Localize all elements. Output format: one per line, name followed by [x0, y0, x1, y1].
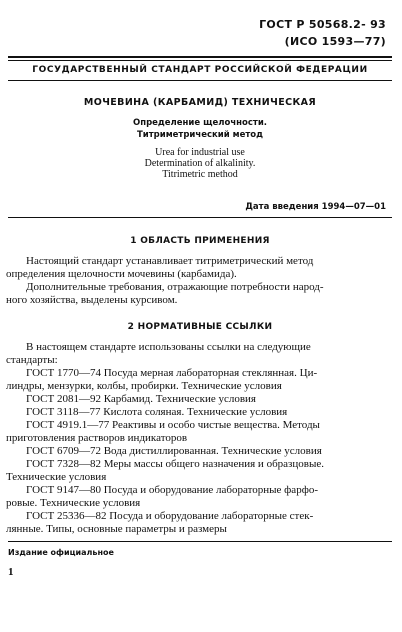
- section-2-line: линдры, мензурки, колбы, пробирки. Технические условия: [6, 380, 282, 392]
- section-1-line: Дополнительные требования, отражающие потребности народ-: [26, 281, 324, 293]
- section-2-line: ГОСТ 9147—80 Посуда и оборудование лабораторные фарфо-: [26, 484, 318, 496]
- section-2-line: ГОСТ 3118—77 Кислота соляная. Технические условия: [26, 406, 288, 418]
- section-2-line: ГОСТ 4919.1—77 Реактивы и особо чистые вещества. Методы: [26, 419, 320, 431]
- page-number: 1: [8, 566, 14, 578]
- top-rule: [8, 56, 392, 58]
- section-2-line: лянные. Типы, основные параметры и размеры: [6, 523, 227, 535]
- section-2-line: ГОСТ 6709—72 Вода дистиллированная. Технические условия: [26, 445, 322, 457]
- gost-code: ГОСТ Р 50568.2- 93: [259, 18, 386, 31]
- section-1-line: ного хозяйства, выделены курсивом.: [6, 294, 178, 306]
- org-title-rule: [8, 80, 392, 81]
- org-title: ГОСУДАРСТВЕННЫЙ СТАНДАРТ РОССИЙСКОЙ ФЕДЕРАЦИИ: [32, 65, 368, 75]
- subtitle-en-1: Urea for industrial use: [155, 147, 245, 158]
- footer-rule: [8, 541, 392, 542]
- official-edition-label: Издание официальное: [8, 548, 114, 557]
- section-2-line: Технические условия: [6, 471, 107, 483]
- section-1-line: Настоящий стандарт устанавливает титриметрический метод: [26, 255, 314, 267]
- top-rule-thin: [8, 60, 392, 61]
- section-2-line: В настоящем стандарте использованы ссылки на следующие: [26, 341, 311, 353]
- section-2-line: приготовления растворов индикаторов: [6, 432, 188, 444]
- effective-date-rule: [8, 217, 392, 218]
- section-1-line: определения щелочности мочевины (карбамида).: [6, 268, 237, 280]
- section-2-line: ГОСТ 7328—82 Меры массы общего назначения и образцовые.: [26, 458, 324, 470]
- subtitle-ru-2: Титриметрический метод: [136, 130, 264, 140]
- section-2-line: ГОСТ 1770—74 Посуда мерная лабораторная стеклянная. Ци-: [26, 367, 318, 379]
- subtitle-ru-1: Определение щелочности.: [132, 118, 268, 128]
- effective-date: Дата введения 1994—07—01: [245, 202, 386, 212]
- document-title: МОЧЕВИНА (КАРБАМИД) ТЕХНИЧЕСКАЯ: [83, 97, 317, 108]
- section-2-line: ГОСТ 25336—82 Посуда и оборудование лабораторные стек-: [26, 510, 314, 522]
- section-2-line: стандарты:: [6, 354, 58, 366]
- iso-code: (ИСО 1593—77): [284, 35, 386, 48]
- section-2-line: ровые. Технические условия: [6, 497, 141, 509]
- section-1-heading: 1 ОБЛАСТЬ ПРИМЕНЕНИЯ: [130, 236, 270, 246]
- subtitle-en-2: Determination of alkalinity.: [144, 158, 256, 169]
- subtitle-en-3: Titrimetric method: [162, 169, 238, 180]
- section-2-line: ГОСТ 2081—92 Карбамид. Технические условия: [26, 393, 256, 405]
- section-2-heading: 2 НОРМАТИВНЫЕ ССЫЛКИ: [127, 322, 273, 332]
